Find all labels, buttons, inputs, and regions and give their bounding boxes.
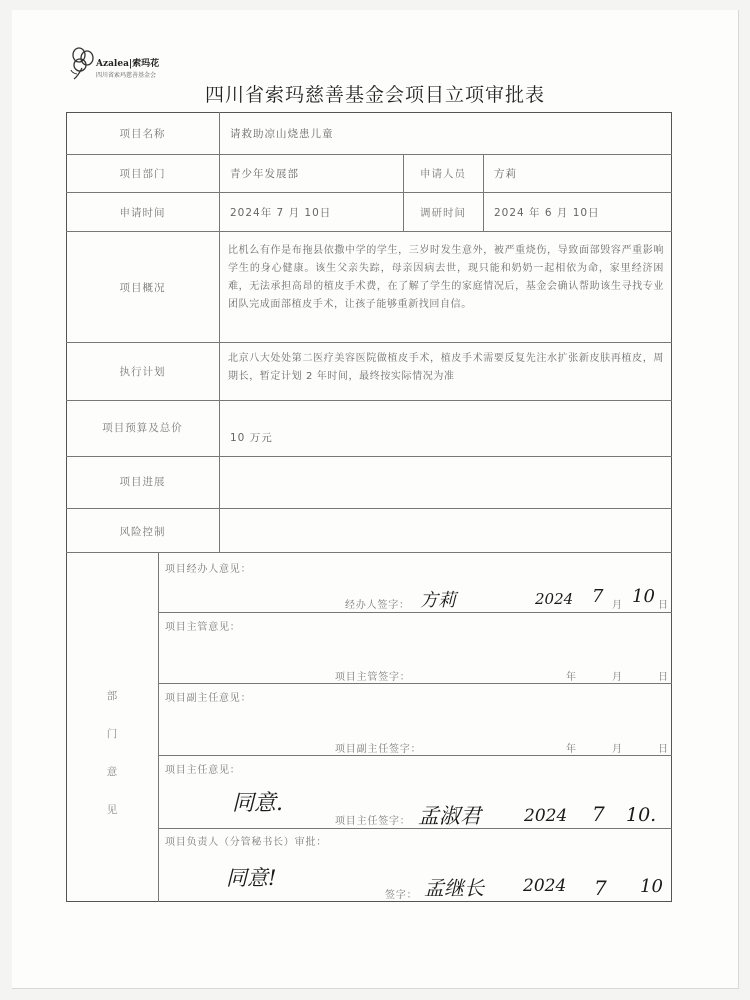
leader-sign-label: 签字： [385, 890, 418, 901]
deputy-director-month-unit: 月 [612, 744, 623, 755]
apply-time-value: 2024年 7 月 10日 [230, 207, 332, 219]
document-title: 四川省索玛慈善基金会项目立项审批表 [204, 84, 545, 106]
director-signature: 孟淑君 [418, 804, 481, 828]
deputy-director-day-unit: 日 [658, 744, 669, 755]
leader-comment: 同意! [226, 866, 277, 890]
overview-label: 项目概况 [119, 282, 166, 294]
deputy-director-opinion-heading: 项目副主任意见： [165, 693, 252, 704]
overview-text: 比机么有作是布拖县依撒中学的学生，三岁时发生意外，被严重烧伤，导致面部毁容严重影响学生的身心健康。该生父亲失踪，母亲因病去世，现只能和奶奶一起相依为命，家里经济困难，无法承担高昂的植皮手术费，在了解了学生的家庭情况后，基金会确认帮助该生寻找专业团队完成面部植皮手术，让孩子能够重新找回自信。 [228, 245, 664, 310]
handler-opinion-heading: 项目经办人意见： [165, 564, 252, 575]
handler-sign-label: 经办人签字： [345, 600, 410, 611]
department-value: 青少年发展部 [230, 168, 299, 180]
leader-date-month: 7 [594, 876, 607, 900]
column-divider [219, 112, 220, 552]
side-char: 门 [106, 728, 118, 740]
plan-text: 北京八大处处第二医疗美容医院做植皮手术，植皮手术需要反复先注水扩张新皮肤再植皮，周期长，暂定计划 2 年时间，最终按实际情况为准 [228, 353, 664, 382]
director-opinion-heading: 项目主任意见： [165, 765, 241, 776]
director-date-year: 2024 [524, 806, 568, 826]
project-name-value: 请救助凉山烧患儿童 [230, 128, 334, 140]
research-time-label: 调研时间 [420, 207, 466, 219]
handler-day-unit: 日 [658, 600, 669, 611]
handler-date-day: 10 [632, 586, 655, 607]
dept-opinion-side-label [102, 688, 122, 840]
project-name-label: 项目名称 [119, 128, 166, 140]
side-char: 见 [106, 804, 118, 816]
row-divider [158, 755, 672, 756]
supervisor-year-unit: 年 [566, 672, 577, 683]
director-comment: 同意. [232, 791, 283, 816]
applicant-label: 申请人员 [420, 168, 466, 180]
director-date-month: 7 [592, 802, 605, 826]
budget-label: 项目预算及总价 [102, 422, 183, 434]
side-char: 意 [106, 766, 118, 778]
supervisor-day-unit: 日 [658, 672, 669, 683]
handler-date-year: 2024 [535, 590, 574, 608]
budget-value: 10 万元 [230, 432, 273, 444]
row-divider [158, 612, 672, 613]
row-divider [66, 456, 672, 457]
handler-signature: 方莉 [420, 590, 456, 611]
row-divider [66, 154, 672, 155]
leader-date-year: 2024 [523, 876, 567, 896]
row-divider [66, 552, 672, 553]
director-date-day: 10. [626, 804, 657, 826]
applicant-value: 方莉 [494, 168, 517, 180]
column-divider [483, 154, 484, 231]
leader-approval-heading: 项目负责人（分管秘书长）审批： [165, 837, 327, 848]
row-divider [158, 683, 672, 684]
plan-label: 执行计划 [119, 366, 166, 378]
deputy-director-year-unit: 年 [566, 744, 577, 755]
foundation-logo [70, 44, 190, 84]
side-char: 部 [106, 690, 118, 702]
row-divider [66, 192, 672, 193]
row-divider [66, 342, 672, 343]
row-divider [66, 400, 672, 401]
research-time-value: 2024 年 6 月 10日 [494, 207, 600, 219]
director-sign-label: 项目主任签字： [335, 816, 411, 827]
column-divider [158, 552, 159, 902]
progress-label: 项目进展 [119, 476, 166, 488]
logo-subtitle: 四川省索玛慈善基金会 [96, 72, 157, 79]
row-divider [66, 508, 672, 509]
row-divider [66, 231, 672, 232]
azalea-flower-icon [70, 46, 96, 80]
handler-month-unit: 月 [612, 600, 623, 611]
deputy-director-sign-label: 项目副主任签字： [335, 744, 422, 755]
supervisor-month-unit: 月 [612, 672, 623, 683]
handler-date-month: 7 [592, 586, 604, 607]
supervisor-sign-label: 项目主管签字： [335, 672, 411, 683]
department-label: 项目部门 [119, 168, 166, 180]
apply-time-label: 申请时间 [119, 207, 166, 219]
leader-signature: 孟继长 [424, 876, 484, 900]
supervisor-opinion-heading: 项目主管意见： [165, 622, 241, 633]
logo-brand-text: Azalea|索玛花 [96, 59, 160, 69]
row-divider [158, 828, 672, 829]
risk-label: 风险控制 [119, 526, 166, 538]
leader-date-day: 10 [640, 876, 663, 897]
